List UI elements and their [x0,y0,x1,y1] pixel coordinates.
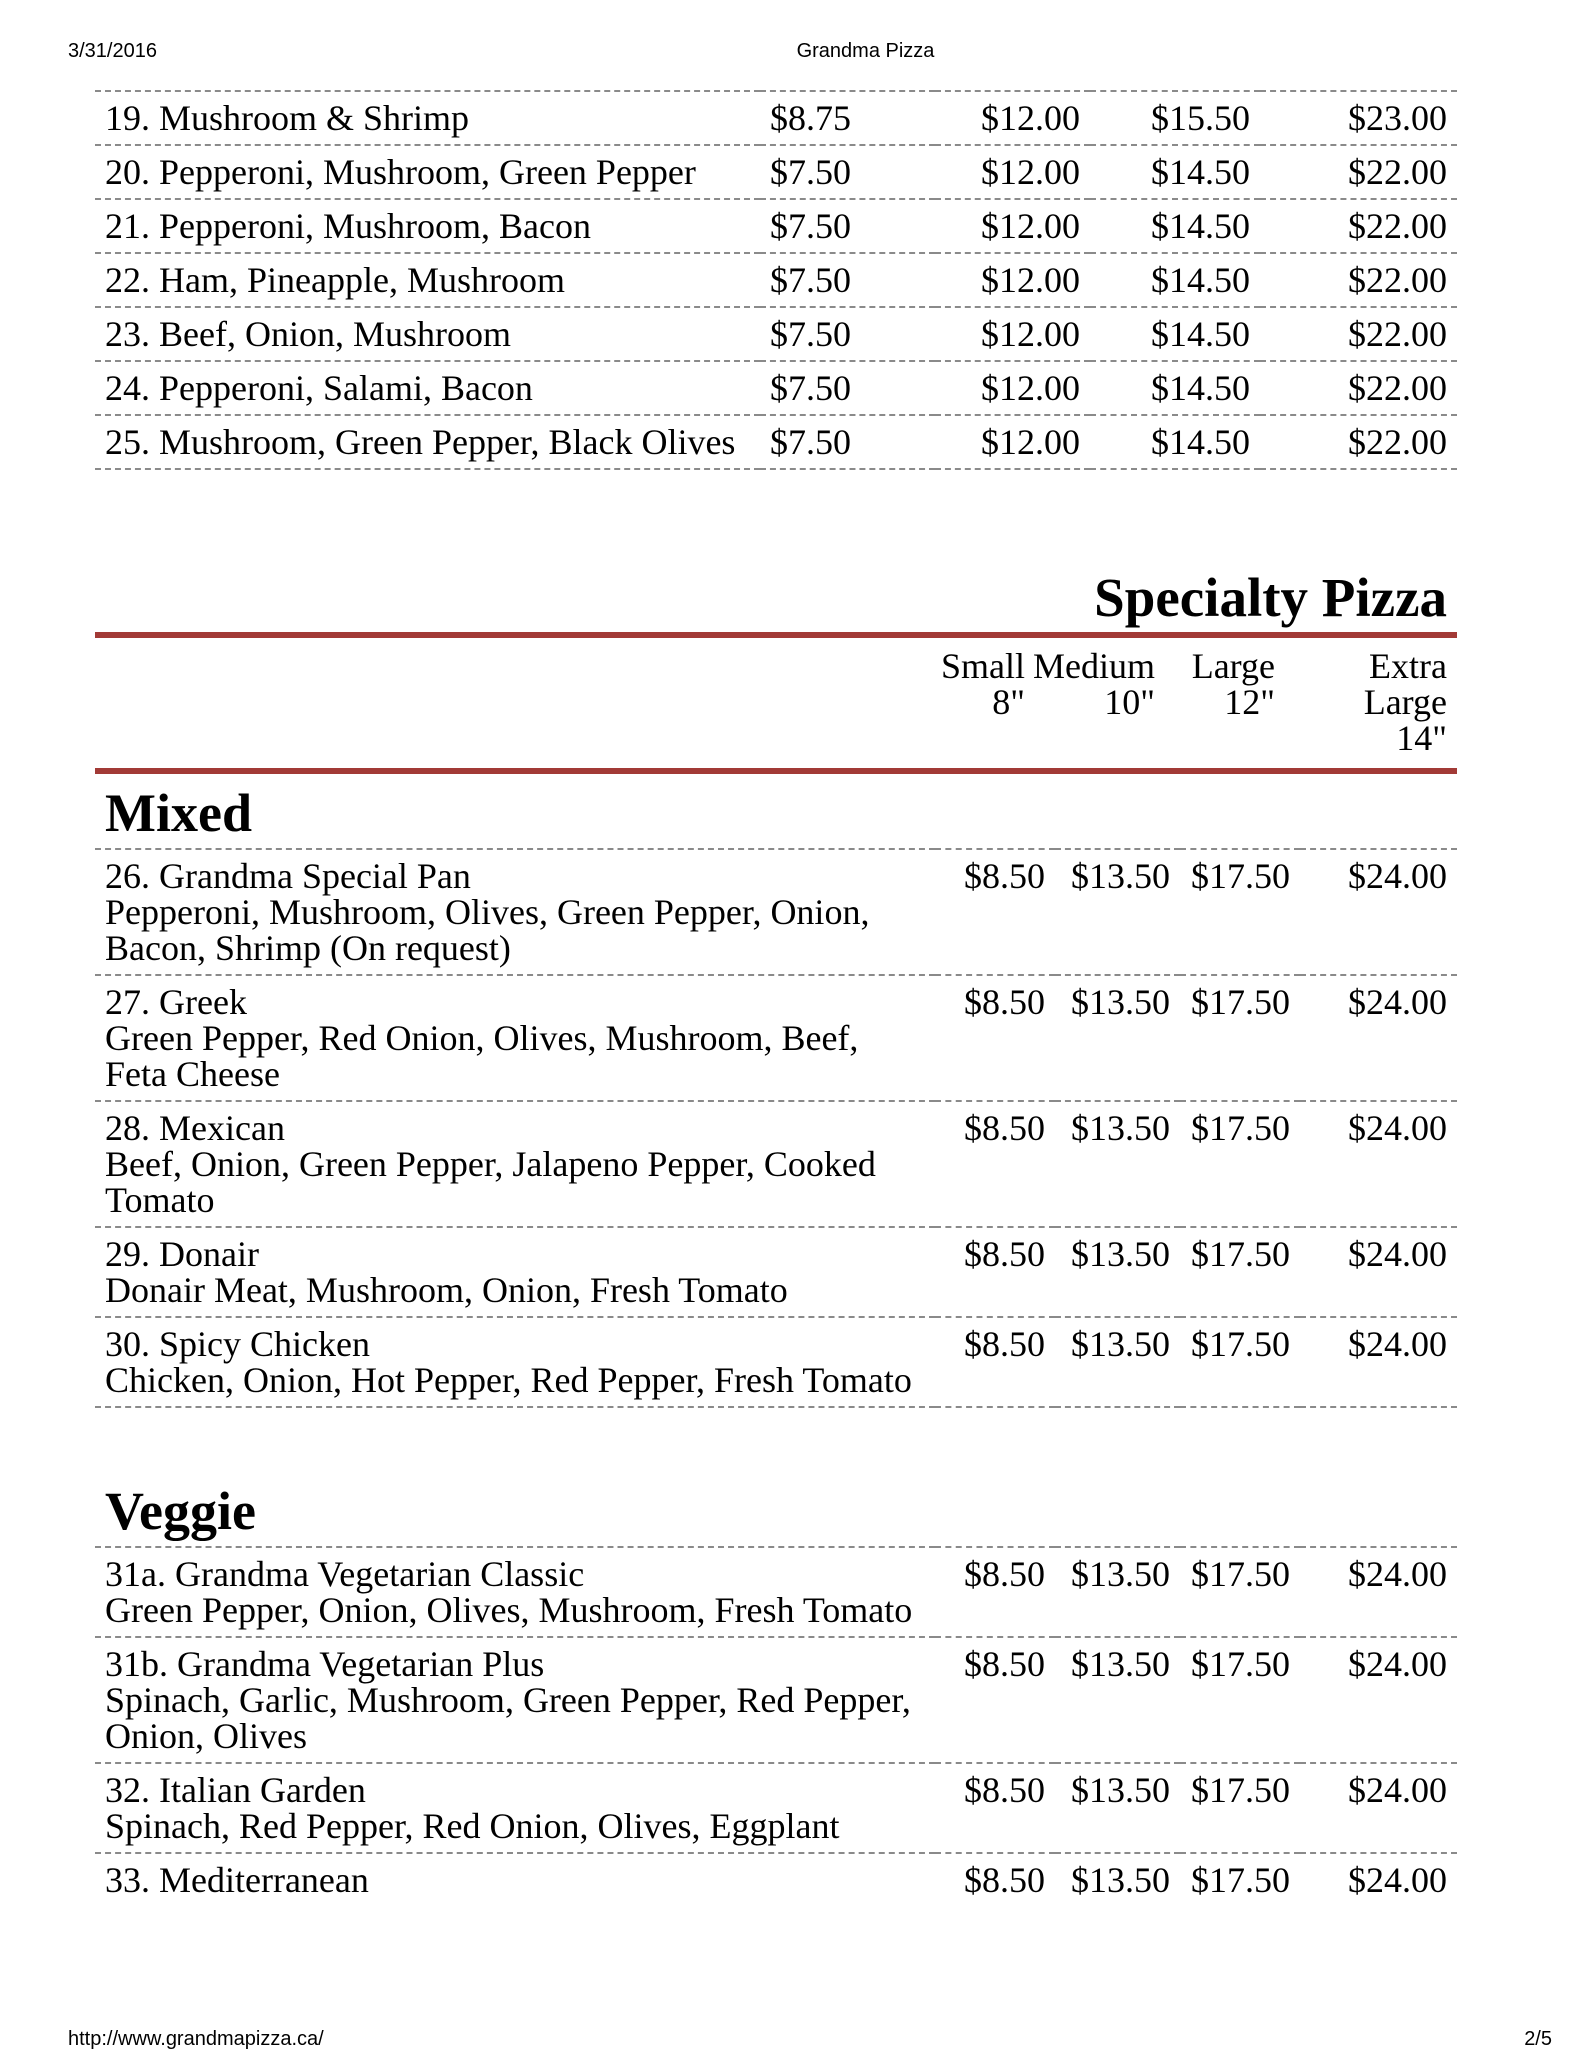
price-cell: $8.75 [760,91,935,145]
price-cell: $24.00 [1300,1317,1457,1407]
category-veggie-heading: Veggie [105,1481,256,1541]
heading-rule-bottom [95,768,1457,774]
price-cell: $14.50 [1090,415,1260,469]
classic-pizza-table [95,90,1457,470]
pizza-name: 25. Mushroom, Green Pepper, Black Olives [95,415,760,469]
table-row [95,1763,1457,1853]
table-row [95,91,1457,145]
price-cell: $17.50 [1180,1227,1300,1317]
price-cell: $8.50 [935,1637,1055,1763]
price-cell: $24.00 [1300,849,1457,975]
pizza-name: 28. Mexican [105,1108,285,1148]
price-cell: $8.50 [935,1763,1055,1853]
pizza-name: 19. Mushroom & Shrimp [95,91,760,145]
price-cell: $8.50 [935,1317,1055,1407]
price-cell: $8.50 [935,975,1055,1101]
pizza-name: 31b. Grandma Vegetarian Plus [105,1644,545,1684]
print-date: 3/31/2016 [68,40,157,62]
table-row [95,199,1457,253]
price-cell: $22.00 [1260,307,1457,361]
footer-url: http://www.grandmapizza.ca/ [68,2028,324,2050]
price-cell: $24.00 [1300,1637,1457,1763]
size-extra-large-header: Extra Large 14" [1363,646,1447,758]
price-cell: $13.50 [1055,1547,1180,1637]
pizza-cell [95,1227,935,1317]
price-cell: $17.50 [1180,1547,1300,1637]
price-cell: $13.50 [1071,1860,1170,1900]
price-cell: $14.50 [1090,307,1260,361]
price-cell: $24.00 [1300,1547,1457,1637]
size-small-header: Small 8" [940,646,1025,722]
price-cell: $24.00 [1348,1860,1447,1900]
price-cell: $22.00 [1260,253,1457,307]
price-cell: $13.50 [1055,1763,1180,1853]
table-row [95,307,1457,361]
pizza-toppings: Spinach, Garlic, Mushroom, Green Pepper, Red Pepper, Onion, Olives [105,1680,911,1756]
price-cell: $12.00 [935,415,1090,469]
table-row [95,849,1457,975]
price-cell: $8.50 [935,1101,1055,1227]
table-row [95,975,1457,1101]
pizza-cell [95,1547,935,1637]
veggie-pizza-table [95,1546,1457,1906]
pizza-toppings: Chicken, Onion, Hot Pepper, Red Pepper, Fresh Tomato [105,1360,912,1400]
pizza-name: 27. Greek [105,982,247,1022]
table-row [95,1101,1457,1227]
size-large-header: Large 12" [1191,646,1275,722]
price-cell: $13.50 [1055,849,1180,975]
price-cell: $13.50 [1055,975,1180,1101]
price-cell: $14.50 [1090,253,1260,307]
price-cell: $13.50 [1055,1101,1180,1227]
price-cell: $24.00 [1300,975,1457,1101]
price-cell: $7.50 [760,199,935,253]
pizza-toppings: Donair Meat, Mushroom, Onion, Fresh Tomato [105,1270,788,1310]
pizza-name: 32. Italian Garden [105,1770,366,1810]
pizza-cell [95,1101,935,1227]
pizza-toppings: Pepperoni, Mushroom, Olives, Green Pepper, Onion, Bacon, Shrimp (On request) [105,892,870,968]
pizza-name: 30. Spicy Chicken [105,1324,370,1364]
size-medium-header: Medium 10" [1033,646,1155,722]
price-cell: $8.50 [935,1227,1055,1317]
price-cell: $12.00 [935,253,1090,307]
price-cell: $12.00 [935,307,1090,361]
price-cell: $15.50 [1090,91,1260,145]
price-cell: $24.00 [1300,1763,1457,1853]
price-cell: $24.00 [1300,1101,1457,1227]
price-cell: $22.00 [1260,361,1457,415]
table-row [95,1853,1457,1906]
price-cell: $12.00 [935,145,1090,199]
pizza-cell [95,1763,935,1853]
pizza-name: 22. Ham, Pineapple, Mushroom [95,253,760,307]
price-cell: $17.50 [1180,1317,1300,1407]
pizza-name: 20. Pepperoni, Mushroom, Green Pepper [95,145,760,199]
price-cell: $17.50 [1180,849,1300,975]
mixed-pizza-table [95,848,1457,1408]
pizza-toppings: Spinach, Red Pepper, Red Onion, Olives, Eggplant [105,1806,840,1846]
table-row [95,1547,1457,1637]
price-cell: $14.50 [1090,145,1260,199]
price-cell: $23.00 [1260,91,1457,145]
pizza-cell [95,1317,935,1407]
pizza-cell [95,1637,935,1763]
price-cell: $12.00 [935,199,1090,253]
price-cell: $22.00 [1260,415,1457,469]
price-cell: $8.50 [935,1547,1055,1637]
category-mixed-heading: Mixed [105,783,252,843]
pizza-name: 21. Pepperoni, Mushroom, Bacon [95,199,760,253]
pizza-name: 29. Donair [105,1234,259,1274]
price-cell: $7.50 [760,415,935,469]
page-title: Grandma Pizza [796,40,935,62]
table-row [95,1637,1457,1763]
table-row [95,1227,1457,1317]
price-cell: $8.50 [935,849,1055,975]
pizza-name: 33. Mediterranean [105,1860,369,1900]
price-cell: $22.00 [1260,145,1457,199]
price-cell: $13.50 [1055,1317,1180,1407]
table-row [95,253,1457,307]
price-cell: $13.50 [1055,1637,1180,1763]
pizza-cell [95,975,935,1101]
table-row [95,1317,1457,1407]
specialty-pizza-heading: Specialty Pizza [1094,567,1447,628]
pizza-cell [95,849,935,975]
price-cell: $17.50 [1180,1763,1300,1853]
price-cell: $17.50 [1180,1101,1300,1227]
table-row [95,361,1457,415]
pizza-toppings: Beef, Onion, Green Pepper, Jalapeno Pepper, Cooked Tomato [105,1144,876,1220]
table-row [95,145,1457,199]
price-cell: $17.50 [1180,975,1300,1101]
pizza-name: 24. Pepperoni, Salami, Bacon [95,361,760,415]
price-cell: $17.50 [1191,1860,1290,1900]
pizza-name: 26. Grandma Special Pan [105,856,471,896]
price-cell: $13.50 [1055,1227,1180,1317]
price-cell: $22.00 [1260,199,1457,253]
price-cell: $7.50 [760,361,935,415]
price-cell: $7.50 [760,307,935,361]
price-cell: $7.50 [760,253,935,307]
pizza-toppings: Green Pepper, Red Onion, Olives, Mushroom, Beef, Feta Cheese [105,1018,859,1094]
pizza-name: 23. Beef, Onion, Mushroom [95,307,760,361]
pizza-cell [95,1853,935,1906]
heading-rule-top [95,632,1457,638]
price-cell: $12.00 [935,361,1090,415]
price-cell: $8.50 [964,1860,1045,1900]
price-cell: $14.50 [1090,361,1260,415]
pizza-name: 31a. Grandma Vegetarian Classic [105,1554,585,1594]
pizza-toppings: Green Pepper, Onion, Olives, Mushroom, Fresh Tomato [105,1590,913,1630]
price-cell: $7.50 [760,145,935,199]
price-cell: $24.00 [1300,1227,1457,1317]
table-row [95,415,1457,469]
price-cell: $14.50 [1090,199,1260,253]
price-cell: $12.00 [935,91,1090,145]
price-cell: $17.50 [1180,1637,1300,1763]
page-number: 2/5 [1524,2028,1552,2050]
